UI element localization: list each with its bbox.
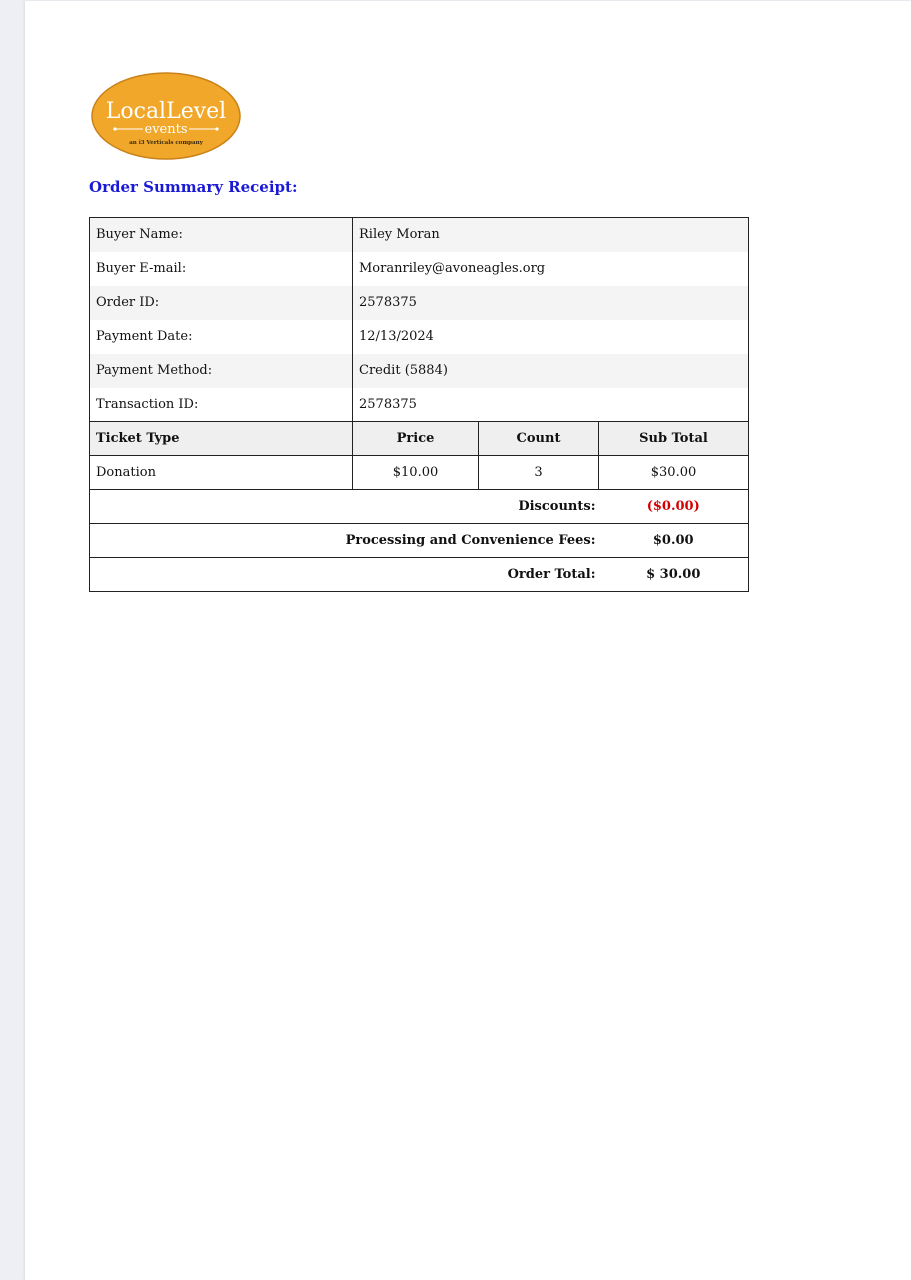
transaction-id-row [90,388,749,422]
item-subtotal: $30.00 [599,456,749,490]
transaction-id-value: 2578375 [353,388,749,422]
order-id-row [90,286,749,320]
discounts-row [90,490,749,524]
header-subtotal: Sub Total [599,422,749,456]
page-title: Order Summary Receipt: [89,178,298,196]
buyer-name-label: Buyer Name: [90,218,353,252]
item-ticket-type: Donation [90,456,353,490]
payment-method-value: Credit (5884) [353,354,749,388]
discounts-label: Discounts: [90,490,599,524]
receipt-page [25,1,911,1280]
header-count: Count [479,422,599,456]
buyer-email-label: Buyer E-mail: [90,252,353,286]
order-id-label: Order ID: [90,286,353,320]
fees-row [90,524,749,558]
buyer-email-value: Moranriley@avoneagles.org [353,252,749,286]
order-id-value: 2578375 [353,286,749,320]
payment-date-value: 12/13/2024 [353,320,749,354]
logo-tagline: an i3 Verticals company [129,140,203,146]
item-count: 3 [479,456,599,490]
payment-method-label: Payment Method: [90,354,353,388]
order-total-label: Order Total: [90,558,599,592]
item-price: $10.00 [353,456,479,490]
payment-date-row [90,320,749,354]
logo-wordmark: LocalLevel [105,99,227,124]
logo-events: events [144,122,188,137]
payment-method-row [90,354,749,388]
payment-date-label: Payment Date: [90,320,353,354]
header-price: Price [353,422,479,456]
discounts-value: ($0.00) [599,490,749,524]
buyer-name-row [90,218,749,252]
order-summary-table [89,217,749,592]
header-ticket-type: Ticket Type [90,422,353,456]
locallevel-logo [91,72,241,160]
buyer-name-value: Riley Moran [353,218,749,252]
fees-label: Processing and Convenience Fees: [90,524,599,558]
transaction-id-label: Transaction ID: [90,388,353,422]
buyer-email-row [90,252,749,286]
fees-value: $0.00 [599,524,749,558]
table-row [90,456,749,490]
order-total-value: $ 30.00 [599,558,749,592]
items-header-row [90,422,749,456]
order-total-row [90,558,749,592]
